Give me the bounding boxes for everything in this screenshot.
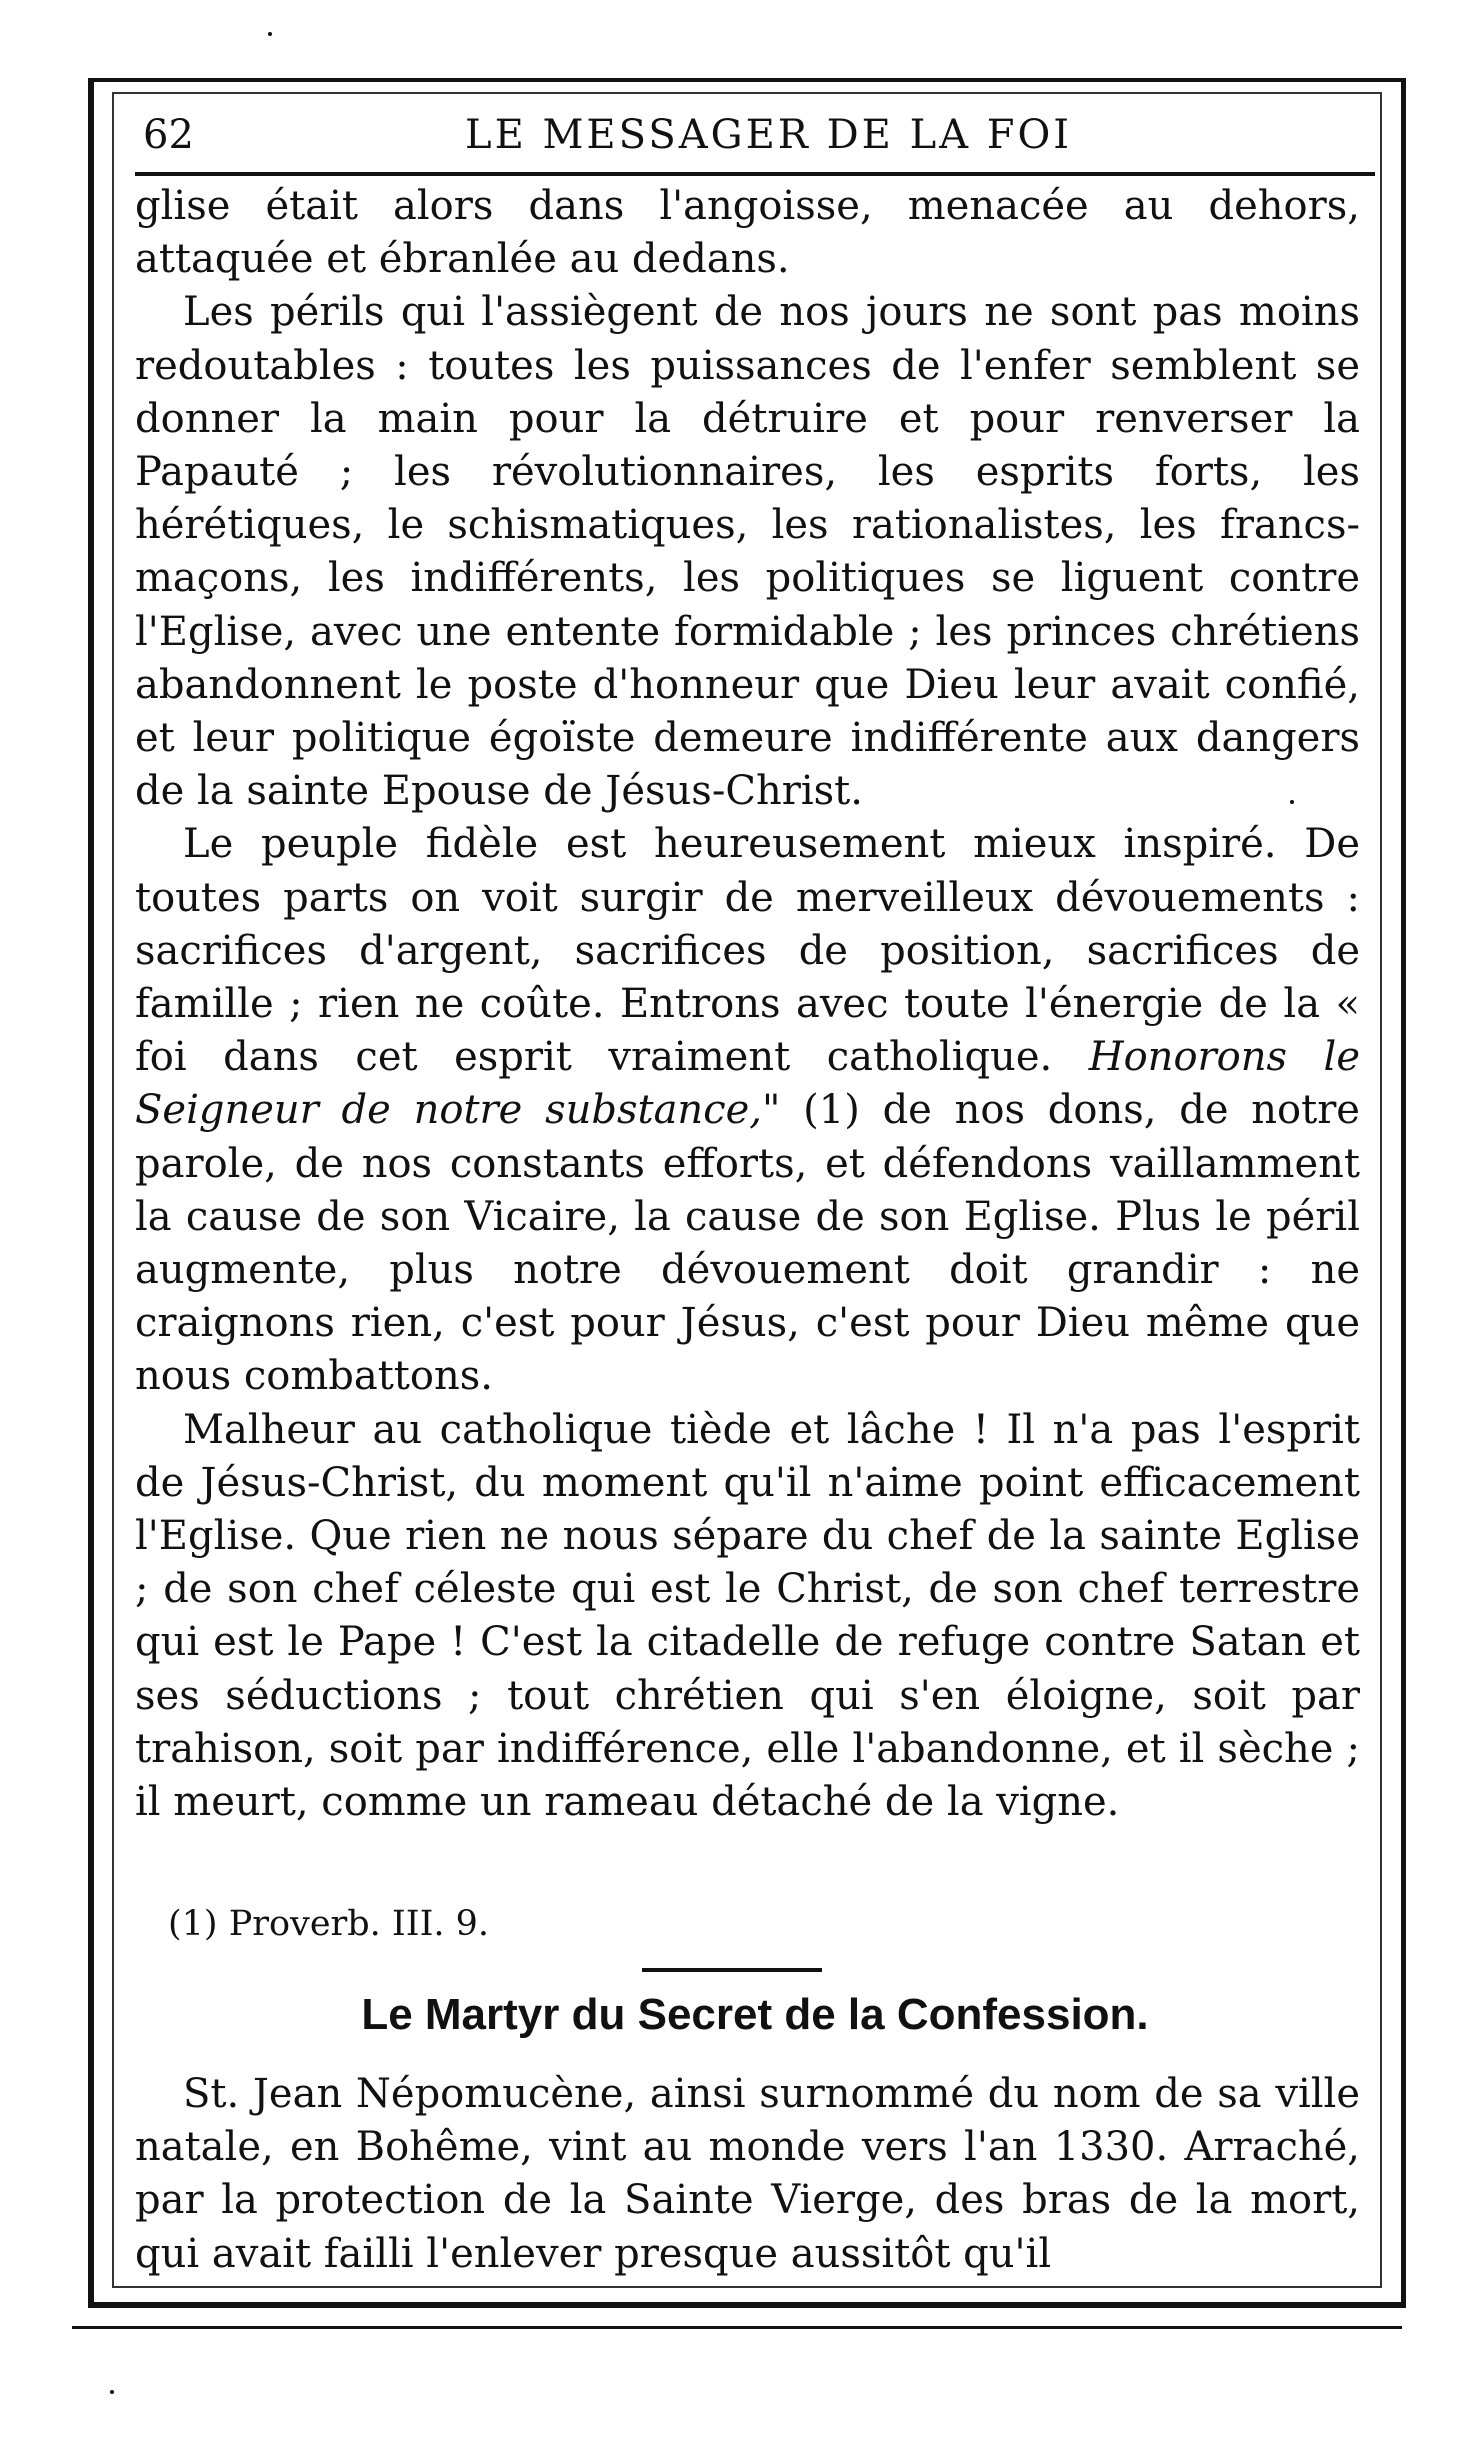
paragraph-4: Malheur au catholique tiède et lâche ! Il n'a pas l'esprit de Jésus-Christ, du moment qu'il n'aime point efficacement l'Eglise. Que rien ne nous sépare du chef de la sainte Eglise ; de son chef céleste qui est le Christ, de son chef terrestre qui est le Pape ! C'est la citadelle de refuge contre Satan et ses séductions ; tout chrétien qui s'en éloigne, soit par trahison, soit par indifférence, elle l'abandonne, et il sèche ; il meurt, comme un rameau détaché de la vigne. [135, 1406, 1360, 1826]
running-title: LE MESSAGER DE LA FOI [465, 112, 1073, 158]
print-speck [268, 32, 272, 36]
section-divider [642, 1968, 822, 1972]
article-body [135, 180, 1360, 1829]
section-paragraph-1: St. Jean Népomucène, ainsi surnommé du nom de sa ville natale, en Bohême, vint au monde vers l'an 1330. Arraché, par la protection de la Sainte Vierge, des bras de la mort, qui avait failli l'enlever presque aussitôt qu'il [135, 2071, 1360, 2277]
paragraph-3-part-b: " (1) de nos dons, de notre parole, de nos constants efforts, et défendons vaillamment la cause de son Vicaire, la cause de son Eglise. Plus le péril augmente, plus notre dévouement doit grandir : ne craignons rien, c'est pour Jésus, c'est pour Dieu même que nous combattons. [135, 1087, 1360, 1400]
print-speck [110, 2390, 114, 2394]
page-number: 62 [143, 112, 194, 158]
section-body [135, 2068, 1360, 2281]
paragraph-3-part-a: Le peuple fidèle est heureusement mieux inspiré. De toutes parts on voit surgir de merveilleux dévouements : sacrifices d'argent, sacrifices de position, sacrifices de famille ; rien ne coûte. Entrons avec toute l'énergie de la « foi dans cet esprit vraiment catholique. [135, 821, 1360, 1081]
scripture-quote: Honorons le Seigneur de notre substance, [135, 1034, 1360, 1134]
page-header [135, 108, 1375, 168]
footnote: (1) Proverb. III. 9. [168, 1904, 490, 1944]
bottom-rule [72, 2326, 1402, 2329]
paragraph-2: Les périls qui l'assiègent de nos jours ne sont pas moins redoutables : toutes les puissances de l'enfer semblent se donner la main pour la détruire et pour renverser la Papauté ; les révolutionnaires, les esprits forts, les hérétiques, le schismatiques, les rationalistes, les francs-maçons, les indifférents, les politiques se liguent contre l'Eglise, avec une entente formidable ; les princes chrétiens abandonnent le poste d'honneur que Dieu leur avait confié, et leur politique égoïste demeure indifférente aux dangers de la sainte Epouse de Jésus-Christ. [135, 289, 1360, 815]
paragraph-3 [135, 818, 1360, 1403]
print-speck [1290, 800, 1294, 804]
header-rule [135, 172, 1375, 176]
paragraph-1: glise était alors dans l'angoisse, menacée au dehors, attaquée et ébranlée au dedans. [135, 183, 1360, 283]
section-title: Le Martyr du Secret de la Confession. [361, 1990, 1149, 2039]
